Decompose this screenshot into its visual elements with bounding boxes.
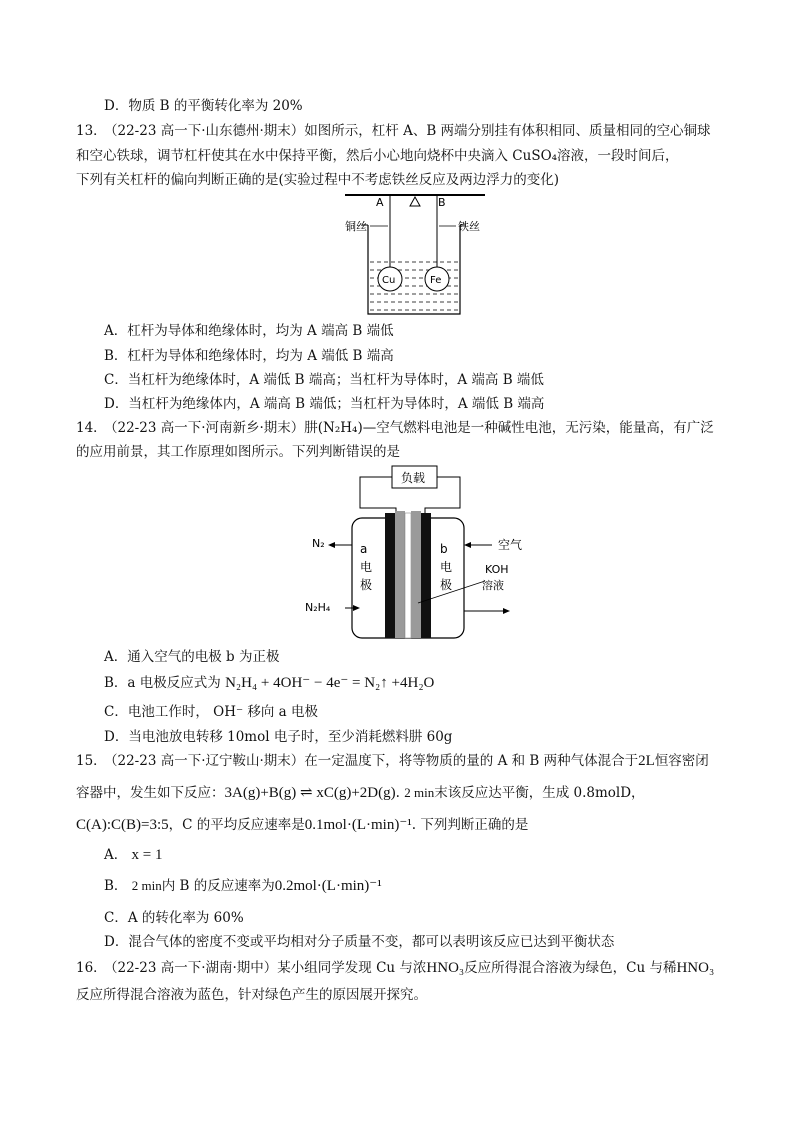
q14-solution-label: 溶液 — [482, 579, 504, 592]
q15-ratio: C(A):C(B)=3:5 — [76, 817, 169, 833]
q16-hno3-dilute: HNO₃ — [676, 960, 715, 976]
q14-stem-line2: 的应用前景，其工作原理如图所示。下列判断错误的是 — [76, 444, 400, 460]
q14-electrode-a-char2: 极 — [360, 578, 373, 592]
q13-lever-figure — [340, 190, 490, 320]
q15-option-b-time: 2 min — [131, 878, 162, 893]
q13-number: 13． — [76, 123, 107, 139]
q13-label-a: A — [376, 196, 384, 209]
q15-stem-line3 — [76, 815, 528, 835]
q13-option-c: C．当杠杆为绝缘体时，A 端低 B 端高；当杠杆为导体时，A 端高 B 端低 — [104, 372, 544, 388]
q14-option-b — [104, 673, 434, 693]
q14-stem-line1: （22-23 高一下·河南新乡·期末）肼(N₂H₄)—空气燃料电池是一种碱性电池，无污染，能量高，有广泛 — [104, 420, 714, 436]
q14-koh-label: KOH — [485, 563, 509, 576]
q14-option-c: C．电池工作时， OH⁻ 移向 a 电极 — [104, 704, 319, 720]
q12-option-d: D．物质 B 的平衡转化率为 20% — [104, 98, 303, 114]
q13-option-a: A．杠杆为导体和绝缘体时，均为 A 端高 B 端低 — [104, 323, 394, 339]
q15-option-b-mid: 内 B 的反应速率为 — [161, 878, 275, 894]
q15-option-d: D．混合气体的密度不变或平均相对分子质量不变，都可以表明该反应已达到平衡状态 — [104, 934, 615, 950]
q15-option-b-prefix: B． — [104, 878, 128, 894]
q14-n2-label: N₂ — [312, 537, 325, 550]
q13-stem-line1: （22-23 高一下·山东德州·期末）如图所示，杠杆 A、B 两端分别挂有体积相同、质量相同的空心铜球 — [104, 123, 711, 139]
q15-option-a-prefix: A． — [104, 847, 128, 863]
q14-electrode-b-char2: 极 — [440, 578, 453, 592]
q14-option-d: D．当电池放电转移 10mol 电子时，至少消耗燃料肼 60g — [104, 729, 453, 745]
q15-option-c: C．A 的转化率为 60% — [104, 910, 244, 926]
q13-stem-line2: 和空心铁球，调节杠杆使其在水中保持平衡，然后小心地向烧杯中央滴入 CuSO₄溶液，一段时间后， — [76, 148, 679, 164]
q14-load-label: 负载 — [401, 471, 426, 485]
q16-line1-mid: 反应所得混合溶液为绿色，Cu 与稀 — [464, 960, 677, 976]
q14-electrode-a-char1: 电 — [360, 560, 373, 574]
q15-option-b-rate: 0.2mol·(L·min)⁻¹ — [274, 878, 382, 894]
q15-number: 15． — [76, 753, 107, 769]
q16-hno3-concentrated: HNO₃ — [426, 960, 465, 976]
q13-option-b: B．杠杆为导体和绝缘体时，均为 A 端低 B 端高 — [104, 348, 394, 364]
q13-copper-ball: Cu — [382, 275, 396, 286]
q15-option-a — [104, 845, 163, 865]
q15-line1-suffix: 恒容密闭 — [654, 753, 709, 769]
q15-option-a-equation: x = 1 — [131, 847, 163, 863]
q13-iron-ball: Fe — [430, 275, 442, 286]
q13-copper-wire-label: 铜丝 — [345, 220, 367, 233]
q15-reaction-equation: 3A(g)+B(g) ⇌ xC(g)+2D(g) — [224, 785, 396, 801]
q14-electrode-b-char1: 电 — [440, 560, 453, 574]
q16-stem-line1 — [104, 958, 714, 978]
q15-volume: 2L — [638, 753, 655, 769]
q15-line2-prefix: 容器中，发生如下反应： — [76, 785, 225, 801]
q14-option-b-prefix: B．a 电极反应式为 — [104, 675, 221, 691]
q15-stem-line1 — [104, 751, 709, 771]
q15-option-b — [104, 876, 382, 896]
q13-option-d: D．当杠杆为绝缘体内，A 端高 B 端低；当杠杆为导体时，A 端低 B 端高 — [104, 396, 545, 412]
q15-line2-mid: . — [395, 785, 400, 801]
q16-line1-prefix: （22-23 高一下·湖南·期中）某小组同学发现 Cu 与浓 — [104, 960, 427, 976]
q14-air-label: 空气 — [498, 538, 523, 552]
q15-line3-suffix: . 下列判断正确的是 — [411, 817, 529, 833]
q14-electrode-a-letter: a — [360, 542, 368, 556]
q15-line3-mid: ，C 的平均反应速率是 — [168, 817, 305, 833]
q15-line2-suffix: 末该反应达平衡，生成 0.8molD， — [434, 785, 645, 801]
q16-number: 16． — [76, 960, 107, 976]
q15-time: 2 min — [404, 785, 435, 800]
q14-fuel-cell-figure — [300, 463, 560, 643]
q13-label-b: B — [438, 196, 446, 209]
q15-stem-line2 — [76, 783, 645, 803]
q14-option-a: A．通入空气的电极 b 为正极 — [104, 649, 280, 665]
q15-line1-prefix: （22-23 高一下·辽宁鞍山·期末）在一定温度下，将等物质的量的 A 和 B 两种气体混合于 — [104, 753, 639, 769]
q14-electrode-b-letter: b — [440, 542, 448, 556]
q13-iron-wire-label: 铁丝 — [458, 220, 480, 233]
q16-stem-line2: 反应所得混合溶液为蓝色，针对绿色产生的原因展开探究。 — [76, 987, 427, 1003]
q14-n2h4-label: N₂H₄ — [305, 601, 331, 614]
q13-stem-line3: 下列有关杠杆的偏向判断正确的是(实验过程中不考虑铁丝反应及两边浮力的变化) — [76, 172, 560, 188]
q14-number: 14． — [76, 420, 107, 436]
q14-option-b-equation: N₂H₄ + 4OH⁻ − 4e⁻ = N₂↑ +4H₂O — [225, 675, 435, 691]
q15-rate-c: 0.1mol·(L·min)⁻¹ — [304, 817, 412, 833]
